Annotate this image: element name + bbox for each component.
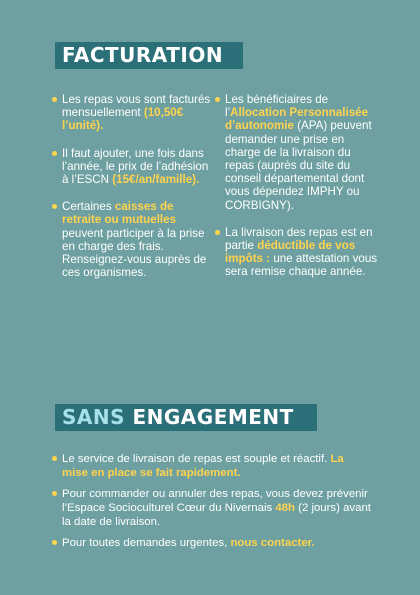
sans-engagement-list [52,452,372,557]
item-highlight: caisses de retraite ou mutuelles [62,200,177,227]
item-text: (APA) peuvent demander une prise en charge de la livraison du repas (auprès du site du conseil départemental dont vous dépendez IMPHY ou CORBIGNY). [225,119,372,212]
facturation-heading [55,42,243,69]
item-text: peuvent participer à la prise en charge des frais. Renseignez-vous auprès de ces organismes. [62,226,207,280]
item-text: Pour toutes demandes urgentes, [62,537,231,549]
item-highlight: déductible de vos impôts : [225,239,356,266]
list-item [215,226,380,279]
item-text: Pour commander ou annuler des repas, vous devez prévenir l’Espace Socioculturel Cœur du Nivernais [62,488,368,514]
list-item [52,487,372,529]
item-highlight: nous contacter. [230,537,315,549]
item-text: Certaines [62,200,115,214]
list-item [215,93,380,212]
item-text: La livraison des repas est en partie [225,225,373,253]
item-text: une attestation vous sera remise chaque année. [225,252,378,279]
item-highlight: 48h [275,502,295,514]
list-item [52,200,212,279]
item-highlight: Allocation Personnalisée d’autonomie [225,106,369,133]
item-text: Le service de livraison de repas est souple et réactif. [62,453,331,465]
sans-engagement-heading [55,404,317,431]
list-item [52,536,372,550]
item-text: Il faut ajouter, une fois dans l’année, le prix de l’adhésion à l’ESCN [62,146,209,187]
item-text: Les bénéficiaires de l’ [225,93,329,120]
item-text: (2 jours) avant la date de livraison. [62,502,371,528]
sans-engagement-title-main: ENGAGEMENT [125,405,294,429]
list-item [52,452,372,480]
facturation-title: FACTURATION [62,43,224,67]
list-item [52,93,212,133]
item-highlight: (10,50€ l’unité). [62,106,184,133]
facturation-right-column [215,93,380,293]
item-highlight: (15€/an/famille). [112,173,200,187]
facturation-left-column [52,93,212,293]
item-text: Les repas vous sont facturés mensuellement [62,93,211,120]
sans-engagement-title-light: SANS [62,405,126,429]
list-item [52,147,212,187]
item-highlight: La mise en place se fait rapidement. [62,453,344,479]
